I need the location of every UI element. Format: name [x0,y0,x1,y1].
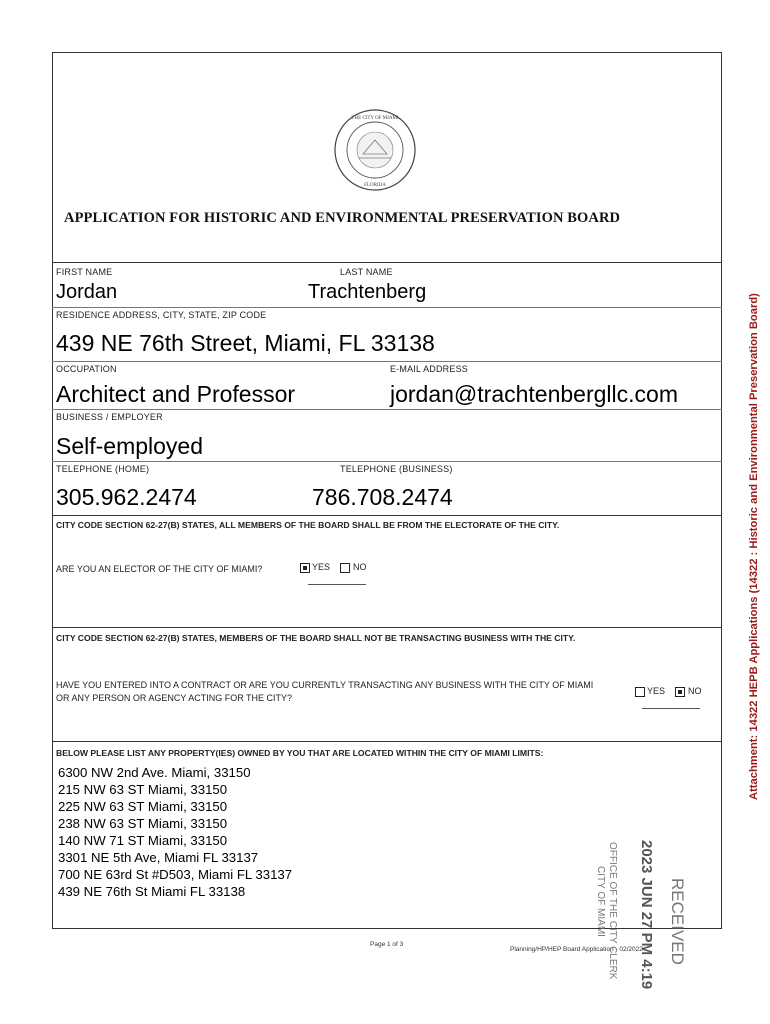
divider [52,361,722,362]
elector-no-checkbox[interactable] [340,563,350,573]
form-identifier: Planning/HP/HEP Board Application - 02/2022 [510,946,643,953]
city-seal-icon [333,108,417,192]
elector-yes-label: YES [312,562,331,572]
business-question-line1: HAVE YOU ENTERED INTO A CONTRACT OR ARE YOU CURRENTLY TRANSACTING ANY BUSINESS WITH THE CITY OF MIAMI [56,680,594,690]
last-name-label: LAST NAME [340,267,393,277]
phone-home-label: TELEPHONE (HOME) [56,464,150,474]
attachment-note: Attachment: 14322 HEPB Applications (14322 : Historic and Environmental Preservation Board) [748,293,760,800]
email-value[interactable]: jordan@trachtenbergllc.com [390,381,678,407]
occupation-label: OCCUPATION [56,364,117,374]
divider [52,409,722,410]
section3-note: BELOW PLEASE LIST ANY PROPERTY(IES) OWNED BY YOU THAT ARE LOCATED WITHIN THE CITY OF MIAMI LIMITS: [56,748,544,758]
property-item: 6300 NW 2nd Ave. Miami, 33150 [58,765,251,780]
business-yes-label: YES [647,686,666,696]
occupation-value[interactable]: Architect and Professor [56,381,296,407]
section2-note: CITY CODE SECTION 62-27(B) STATES, MEMBERS OF THE BOARD SHALL NOT BE TRANSACTING BUSINESS WITH THE CITY. [56,633,576,643]
divider [52,627,722,628]
divider [52,515,722,516]
property-item: 3301 NE 5th Ave, Miami FL 33137 [58,850,259,865]
phone-business-value[interactable]: 786.708.2474 [312,484,453,510]
property-item: 238 NW 63 ST Miami, 33150 [58,816,228,831]
section1-note: CITY CODE SECTION 62-27(B) STATES, ALL MEMBERS OF THE BOARD SHALL BE FROM THE ELECTORATE OF THE CITY. [56,520,560,530]
first-name-value[interactable]: Jordan [56,281,118,303]
svg-text:FLORIDA: FLORIDA [364,183,386,188]
business-no-checkbox[interactable] [675,687,685,697]
business-no-label: NO [688,686,702,696]
divider [52,262,722,263]
stamp-received: RECEIVED [668,878,687,965]
answer-underline [308,584,366,585]
page-number: Page 1 of 3 [370,941,404,948]
divider [52,461,722,462]
phone-home-value[interactable]: 305.962.2474 [56,484,197,510]
stamp-city: CITY OF MIAMI [595,866,606,937]
address-label: RESIDENCE ADDRESS, CITY, STATE, ZIP CODE [56,310,267,320]
property-item: 225 NW 63 ST Miami, 33150 [58,799,228,814]
last-name-value[interactable]: Trachtenberg [308,281,427,303]
property-item: 215 NW 63 ST Miami, 33150 [58,782,228,797]
first-name-label: FIRST NAME [56,267,113,277]
stamp-datetime: 2023 JUN 27 PM 4:19 [638,840,655,990]
property-item: 700 NE 63rd St #D503, Miami FL 33137 [58,867,293,882]
answer-underline [642,708,700,709]
property-item: 140 NW 71 ST Miami, 33150 [58,833,228,848]
form-title: APPLICATION FOR HISTORIC AND ENVIRONMENTAL PRESERVATION BOARD [64,210,621,226]
property-item: 439 NE 76th St Miami FL 33138 [58,884,246,899]
elector-yes-checkbox[interactable] [300,563,310,573]
business-yes-checkbox[interactable] [635,687,645,697]
email-label: E-MAIL ADDRESS [390,364,468,374]
elector-question: ARE YOU AN ELECTOR OF THE CITY OF MIAMI? [56,564,263,574]
elector-no-label: NO [353,562,367,572]
received-stamp [590,838,700,1008]
svg-text:THE CITY OF MIAMI: THE CITY OF MIAMI [351,116,399,121]
divider [52,307,722,308]
business-question-line2: OR ANY PERSON OR AGENCY ACTING FOR THE CITY? [56,693,293,703]
business-label: BUSINESS / EMPLOYER [56,412,163,422]
address-value[interactable]: 439 NE 76th Street, Miami, FL 33138 [56,330,435,356]
divider [52,741,722,742]
phone-business-label: TELEPHONE (BUSINESS) [340,464,453,474]
business-value[interactable]: Self-employed [56,433,204,459]
stamp-office: OFFICE OF THE CITY CLERK [607,842,618,980]
